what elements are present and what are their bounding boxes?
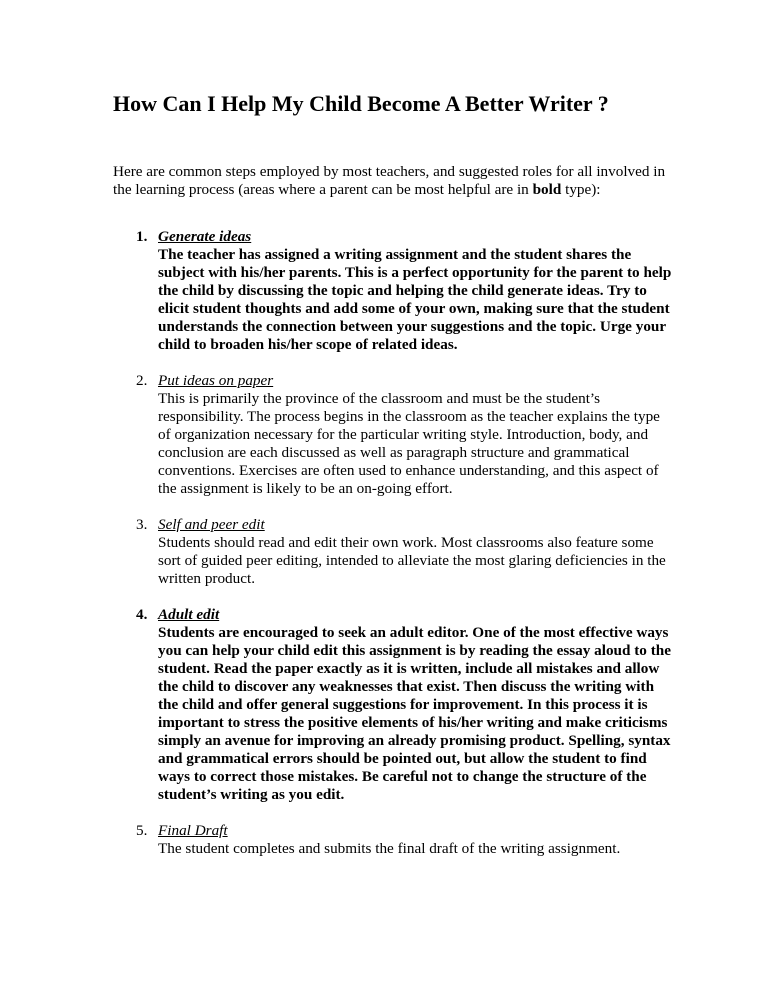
step-body: Students are encouraged to seek an adult editor. One of the most effective ways you can help your child edit this assignment is by reading the essay aloud to the student. Read the paper exactly as it is written, include all mistakes and allow the child to discover any weaknesses that exist. Then discuss the writing with the child and offer general suggestions for improvement. In this process it is important to stress the positive elements of his/her writing and make criticisms simply an avenue for improving an already promising product. Spelling, syntax and grammatical errors should be pointed out, but allow the student to find ways to correct those mistakes. Be careful not to change the structure of the student’s writing as you edit. xyxy=(158,624,671,803)
document-title: How Can I Help My Child Become A Better Writer ? xyxy=(113,91,609,116)
step-self-and-peer-edit xyxy=(113,516,673,588)
step-adult-edit xyxy=(113,606,673,804)
step-number: 1. xyxy=(136,228,148,245)
intro-paragraph xyxy=(113,163,673,199)
step-body: The teacher has assigned a writing assignment and the student shares the subject with his/her parents. This is a perfect opportunity for the parent to help the child by discussing the topic and helping the child generate ideas. Try to elicit student thoughts and add some of your own, making sure that the student understands the connection between your suggestions and the topic. Urge your child to broaden his/her scope of related ideas. xyxy=(158,246,672,353)
step-heading: Put ideas on paper xyxy=(158,372,274,389)
step-number: 4. xyxy=(136,606,148,623)
step-heading: Self and peer edit xyxy=(158,516,265,533)
step-number: 2. xyxy=(136,372,148,389)
step-body: The student completes and submits the final draft of the writing assignment. xyxy=(158,840,621,857)
steps-list xyxy=(113,228,673,876)
step-final-draft xyxy=(113,822,673,858)
step-generate-ideas xyxy=(113,228,673,354)
intro-text-end: type): xyxy=(561,181,601,198)
step-body: Students should read and edit their own work. Most classrooms also feature some sort of guided peer editing, intended to alleviate the most glaring deficiencies in the written product. xyxy=(158,534,666,587)
step-body: This is primarily the province of the classroom and must be the student’s responsibility. The process begins in the classroom as the teacher explains the type of organization necessary for the particular writing style. Introduction, body, and conclusion are each discussed as well as paragraph structure and grammatical conventions. Exercises are often used to enhance understanding, and this aspect of the assignment is likely to be an on-going effort. xyxy=(158,390,660,497)
step-heading: Adult edit xyxy=(158,606,220,623)
step-number: 5. xyxy=(136,822,148,839)
intro-text-start: Here are common steps employed by most teachers, and suggested roles for all involved in the learning process (areas where a parent can be most helpful are in xyxy=(113,163,666,198)
intro-bold-word: bold xyxy=(532,181,562,198)
step-number: 3. xyxy=(136,516,148,533)
step-put-ideas-on-paper xyxy=(113,372,673,498)
step-heading: Generate ideas xyxy=(158,228,252,245)
step-heading: Final Draft xyxy=(158,822,228,839)
